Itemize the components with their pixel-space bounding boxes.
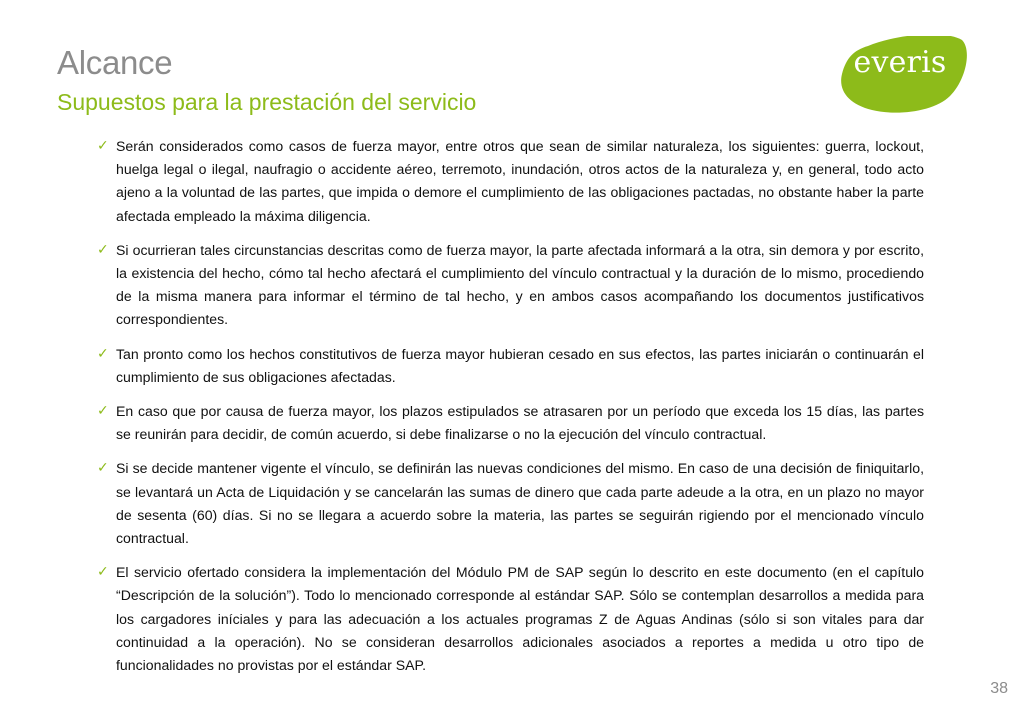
list-item bbox=[97, 457, 924, 550]
list-item bbox=[97, 343, 924, 389]
bullet-text: Serán considerados como casos de fuerza mayor, entre otros que sean de similar naturaleza, los siguientes: guerra, lockout, huelga legal o ilegal, naufragio o accidente aéreo, terremoto, inundación, otros actos de la naturaleza y, en general, todo acto ajeno a la voluntad de las partes, que impida o demore el cumplimiento de las obligaciones pactadas, no obstante haber la parte afectada empleado la máxima diligencia. bbox=[116, 138, 924, 224]
checkmark-icon: ✓ bbox=[97, 138, 109, 154]
page-title: Alcance bbox=[57, 44, 173, 81]
bullet-list bbox=[97, 135, 924, 677]
checkmark-icon: ✓ bbox=[97, 345, 109, 362]
everis-logo bbox=[838, 36, 970, 116]
bullet-text: En caso que por causa de fuerza mayor, los plazos estipulados se atrasaren por un período que exceda los 15 días, las partes se reunirán para decidir, de común acuerdo, si debe finalizarse o no la ejecución del vínculo contractual. bbox=[116, 403, 924, 443]
bullet-text: Si ocurrieran tales circunstancias descritas como de fuerza mayor, la parte afectada informará a la otra, sin demora y por escrito, la existencia del hecho, cómo tal hecho afectará el cumplimiento del vínculo contractual y la duración de lo mismo, procediendo de la misma manera para informar el término de tal hecho, y en ambos casos acompañando los documentos justificativos correspondientes. bbox=[116, 241, 924, 328]
bullet-text: Si se decide mantener vigente el vínculo, se definirán las nuevas condiciones del mismo. En caso de una decisión de finiquitarlo, se levantará un Acta de Liquidación y se cancelarán las sumas de dinero que cada parte adeude a la otra, en un plazo no mayor de sesenta (60) días. Si no se llegara a acuerdo sobre la materia, las partes se seguirán rigiendo por el mencionado vínculo contractual. bbox=[116, 460, 924, 547]
list-item bbox=[97, 135, 924, 228]
bullet-text: El servicio ofertado considera la implementación del Módulo PM de SAP según lo descrito en este documento (en el capítulo “Descripción de la solución”). Todo lo mencionado corresponde al estándar SAP. Sólo se contemplan desarrollos a medida para los cargadores iníciales y para las adecuación a los actuales programas Z de Aguas Andinas (sólo si son vitales para dar continuidad a la operación). No se consideran desarrollos adicionales asociados a reportes a medida u otro tipo de funcionalidades no provistas por el estándar SAP. bbox=[116, 564, 924, 674]
checkmark-icon: ✓ bbox=[97, 403, 109, 420]
checkmark-icon: ✓ bbox=[97, 564, 109, 581]
checkmark-icon: ✓ bbox=[97, 460, 109, 477]
logo-text: everis bbox=[853, 45, 947, 80]
list-item bbox=[97, 239, 924, 332]
list-item bbox=[97, 400, 924, 446]
page-number: 38 bbox=[990, 680, 1008, 697]
list-item bbox=[97, 561, 924, 677]
page-subtitle: Supuestos para la prestación del servicio bbox=[57, 89, 477, 115]
bullet-text: Tan pronto como los hechos constitutivos de fuerza mayor hubieran cesado en sus efectos, las partes iniciarán o continuarán el cumplimiento de sus obligaciones afectadas. bbox=[116, 345, 924, 385]
checkmark-icon: ✓ bbox=[97, 241, 109, 258]
